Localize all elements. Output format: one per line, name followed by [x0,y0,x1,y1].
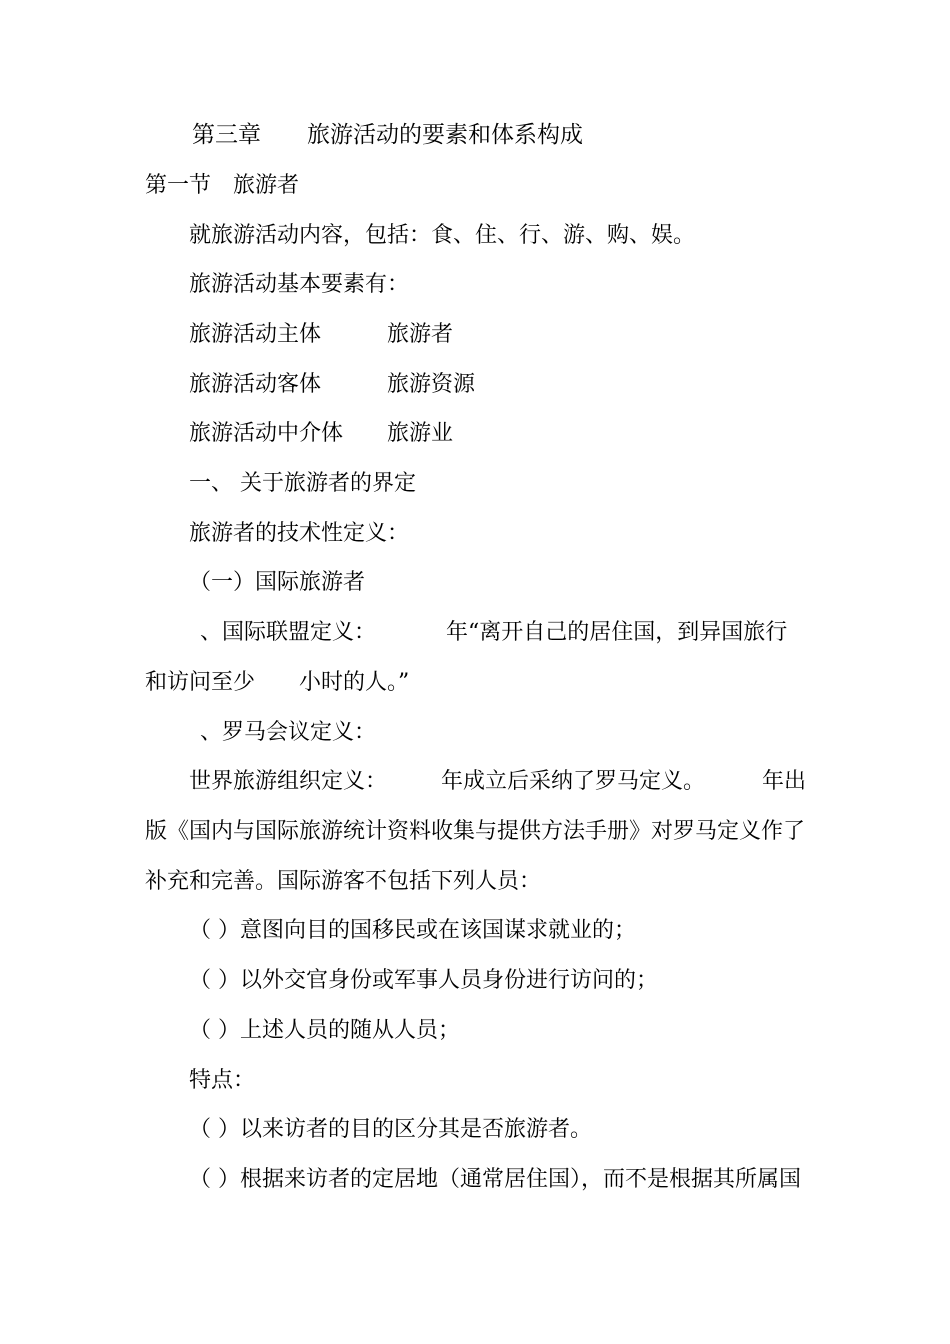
subsection-heading: 一、 关于旅游者的界定 [189,471,416,496]
paragraph-line: 补充和完善。国际游客不包括下列人员： [145,869,542,894]
paragraph-line: 旅游者的技术性定义： [189,521,410,546]
subsection-heading: （一）国际旅游者 [189,570,366,595]
paragraph-text: 版《国内与国际旅游统计资料收集与提供方法手册》对罗马定义作了 [145,819,806,844]
paragraph-line: 就旅游活动内容，包括：食、住、行、游、购、娱。 [189,223,696,248]
paragraph-line: 、国际联盟定义： [200,620,377,645]
paragraph-line: 旅游活动客体 旅游资源 [189,372,476,397]
paragraph-line: 旅游活动主体 旅游者 [189,322,454,347]
list-item: （ ）以来访者的目的区分其是否旅游者。 [189,1117,592,1142]
paragraph-line: 旅游活动基本要素有： [189,272,410,297]
list-item: （ ）意图向目的国移民或在该国谋求就业的； [189,918,636,943]
paragraph-line: 年“离开自己的居住国，到异国旅行 [446,620,788,645]
list-item: （ ）上述人员的随从人员； [189,1018,460,1043]
paragraph-line: 、罗马会议定义： [200,720,377,745]
section-title: 第一节 旅游者 [145,173,300,198]
paragraph-line: 年成立后采纳了罗马定义。 [441,769,706,794]
paragraph-line: 世界旅游组织定义： [189,769,388,794]
list-item: （ ）根据来访者的定居地（通常居住国），而不是根据其所属国 [189,1167,801,1192]
paragraph-line: 特点： [189,1068,256,1093]
chapter-title: 第三章 旅游活动的要素和体系构成 [192,122,583,148]
paragraph-line: 旅游活动中介体 旅游业 [189,421,454,446]
paragraph-line [145,817,806,847]
list-item: （ ）以外交官身份或军事人员身份进行访问的； [189,968,658,993]
paragraph-line: 年出 [762,769,807,794]
paragraph-line: 和访问至少 小时的人。” [145,670,410,695]
